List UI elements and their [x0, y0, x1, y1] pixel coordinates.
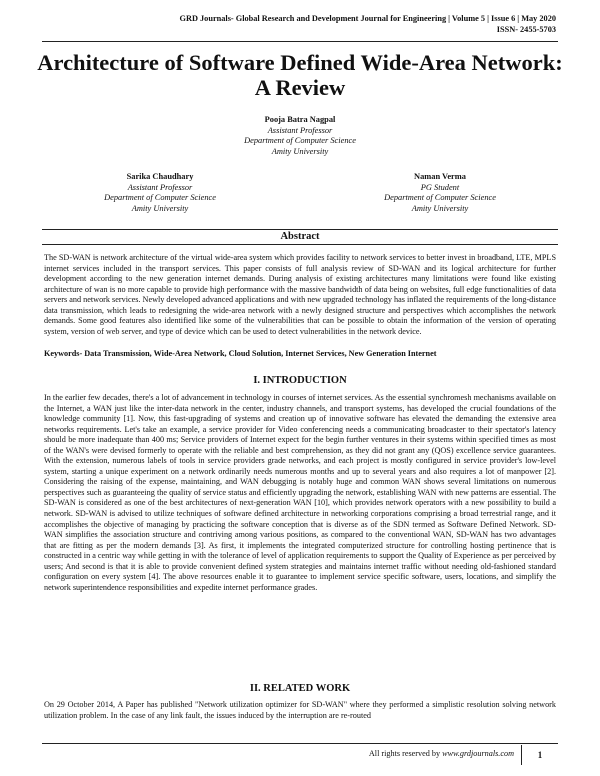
abstract-text: The SD-WAN is network architecture of the virtual wide-area system which provides facility to network services to better invest in broadband, LTE, MPLS internet services included in the transport services. This paper consists of full analysis review of SD-WAN and its logical architecture for further development according to the new generation internet demands. During analysis of existing architectures many limitations were found like existing architecture of wan is no more capable to provide high performance with the massive bandwidth of data being on websites, full edge functionalities of data servers and network services. Newly developed advanced applications and with new upgraded technology has inflated the requirements of the long-distance data transmission, which leads to redesigning the wide-area network with a newly designed structure and perspectives which accomplishes the network demands. Some good features also identified like some of the vulnerabilities that can be possible to obtain the information of the version of operating system, version of web server, and type of device which can be used to detect vulnerabilities in the network device.: [44, 253, 556, 336]
section-heading-related-work: II. RELATED WORK: [249, 683, 351, 694]
journal-line: GRD Journals- Global Research and Development Journal for Engineering | Volume 5 | Issue 6 | May 2020: [179, 14, 556, 23]
author-role: PG Student: [420, 182, 460, 192]
copyright-notice: [369, 749, 514, 758]
related-work-text: On 29 October 2014, A Paper has published "Network utilization optimizer for SD-WAN" where they performed a simplistic resolution solving network utilization problem. In the case of any link fault, the issues induced by the interruption are re-routed: [44, 700, 556, 720]
author-dept: Department of Computer Science: [244, 136, 356, 146]
page-number: 1: [521, 745, 558, 765]
copyright-prefix: All rights reserved by: [368, 749, 443, 758]
author-name: Sarika Chaudhary: [126, 172, 194, 181]
author-affiliation: Amity University: [271, 146, 329, 156]
page-footer: [42, 745, 558, 767]
author-block-3: [340, 172, 540, 214]
author-affiliation: Amity University: [411, 203, 469, 213]
author-block-2: [60, 172, 260, 214]
author-affiliation: Amity University: [131, 203, 189, 213]
author-role: Assistant Professor: [267, 125, 333, 135]
author-block-1: [200, 115, 400, 157]
author-name: Pooja Batra Nagpal: [264, 115, 336, 124]
journal-site-link[interactable]: www.grdjournals.com: [442, 749, 514, 758]
author-dept: Department of Computer Science: [104, 193, 216, 203]
abstract-heading: Abstract: [42, 229, 558, 245]
journal-header: [180, 13, 556, 35]
section-heading-introduction: I. INTRODUCTION: [253, 375, 347, 386]
issn: ISSN- 2455-5703: [496, 25, 556, 34]
keywords: Keywords- Data Transmission, Wide-Area Network, Cloud Solution, Internet Services, New Generation Internet: [44, 349, 437, 358]
introduction-text: In the earlier few decades, there's a lot of advancement in technology in courses of internet services. As the essential synchromesh mechanisms available on the Internet, a WAN just like the inter-data network in the center, industry channels, and transport systems, has developed the crucial foundations of the knowledge community [1]. Now, this fast-upgrading of systems and creation up of innovative software has elevated the demanding the extensive area networks requirements. Let's take an example, a service provider for Video conferencing needs a communicating broadcaster to their spectator's latency should be more inadequate than 400 ms; Service providers of Internet expect for the begin further ventures in their systems within specified times as most of the WAN's were devised formerly to operate with the reliable and best comprehension, as they did not grant any (QOS) excellence service guarantees. With the extension, numerous labels of tools in service providers grade networks, and each project is mostly configured in service provider's low-level system, starting a unique experiment on a network ordinarily needs numerous months and up to several years and also requires a lot of manpower [2]. Considering the raising of the expense, maintaining, and WAN debugging is notably huge and common WAN shows several limitations on numerous perspectives such as guaranteeing the quality of service status and efficiently upgrading the network, establishing WAN with new patterns are essential. The SD-WAN is considered as one of the best architectures of next-generation WAN [10], which provides network operators with a new possibility to build a network. SD-WAN is advised to utilize techniques of software defined architecture in networking corporations comprising a broad terrestrial range, and it accomplishes the objective of managing by practicing the software conception that is diverse as of the SDN termed as Software Defined Network. SD-WAN simplifies the association structure and contriving among various positions, as compared to the conventional WAN, SD-WAN has two advantages that are fitting as per the modern demands [3]. As first, it implements the integrated computerized structure for controlling hosting pertinence that is constructed in a centric way while getting in with the tolerance of level of application requirements to support the Quality of Experience as per perceived by users; And second is that it is able to provide convenient defined system strategies and maintains internet traffic without needing old-fashioned standard configuration on every system [4]. The above resources enable it to guarantee to implement service specific software, users, locations, and simplify the network superintendence responsibilities and expedite internet performance grades.: [44, 393, 556, 592]
author-role: Assistant Professor: [127, 182, 193, 192]
header-rule: [42, 41, 558, 42]
paper-title: Architecture of Software Defined Wide-Area Network: A Review: [37, 50, 563, 100]
footer-rule: [42, 743, 558, 744]
author-dept: Department of Computer Science: [384, 193, 496, 203]
author-name: Naman Verma: [414, 172, 466, 181]
